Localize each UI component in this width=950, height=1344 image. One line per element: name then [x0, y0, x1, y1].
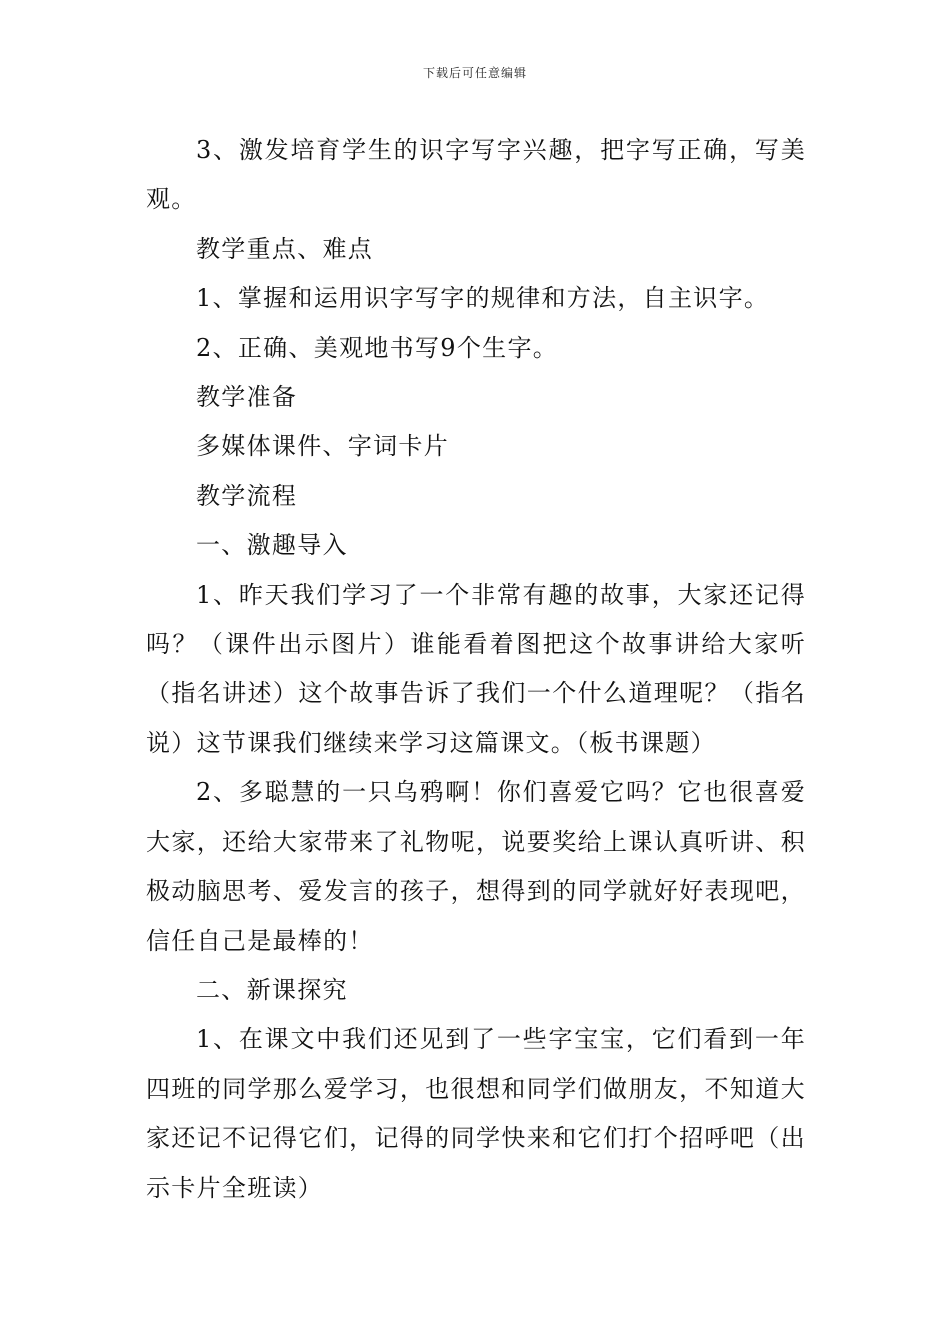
paragraph-key-point-1: 1、掌握和运用识字写字的规律和方法，自主识字。: [196, 284, 770, 313]
heading-section-1: 一、激趣导入: [196, 531, 348, 560]
paragraph-section-1-step-2: 2、多聪慧的一只乌鸦啊！你们喜爱它吗？它也很喜爱大家，还给大家带来了礼物呢，说要奖给上课认真听讲、积极动脑思考、爱发言的孩子，想得到的同学就好好表现吧，信任自己是最棒的！: [146, 778, 806, 955]
heading-process: 教学流程: [196, 481, 298, 510]
paragraph-section-2-step-1: 1、在课文中我们还见到了一些字宝宝，它们看到一年四班的同学那么爱学习，也很想和同学们做朋友，不知道大家还记不记得它们，记得的同学快来和它们打个招呼吧（出示卡片全班读）: [146, 1025, 806, 1202]
paragraph-preparation: 多媒体课件、字词卡片: [196, 432, 449, 461]
paragraph-goal-3: 3、激发培育学生的识字写字兴趣，把字写正确，写美观。: [146, 136, 806, 214]
page-header: 下载后可任意编辑: [422, 66, 527, 80]
document-body: [146, 126, 806, 1213]
heading-key-points: 教学重点、难点: [196, 234, 374, 263]
heading-preparation: 教学准备: [196, 383, 298, 412]
paragraph-section-1-step-1: 1、昨天我们学习了一个非常有趣的故事，大家还记得吗？（课件出示图片）谁能看着图把这个故事讲给大家听（指名讲述）这个故事告诉了我们一个什么道理呢？（指名说）这节课我们继续来学习这篇课文。（板书课题）: [146, 580, 806, 757]
heading-section-2: 二、新课探究: [196, 975, 348, 1004]
paragraph-key-point-2: 2、正确、美观地书写9个生字。: [196, 333, 559, 362]
